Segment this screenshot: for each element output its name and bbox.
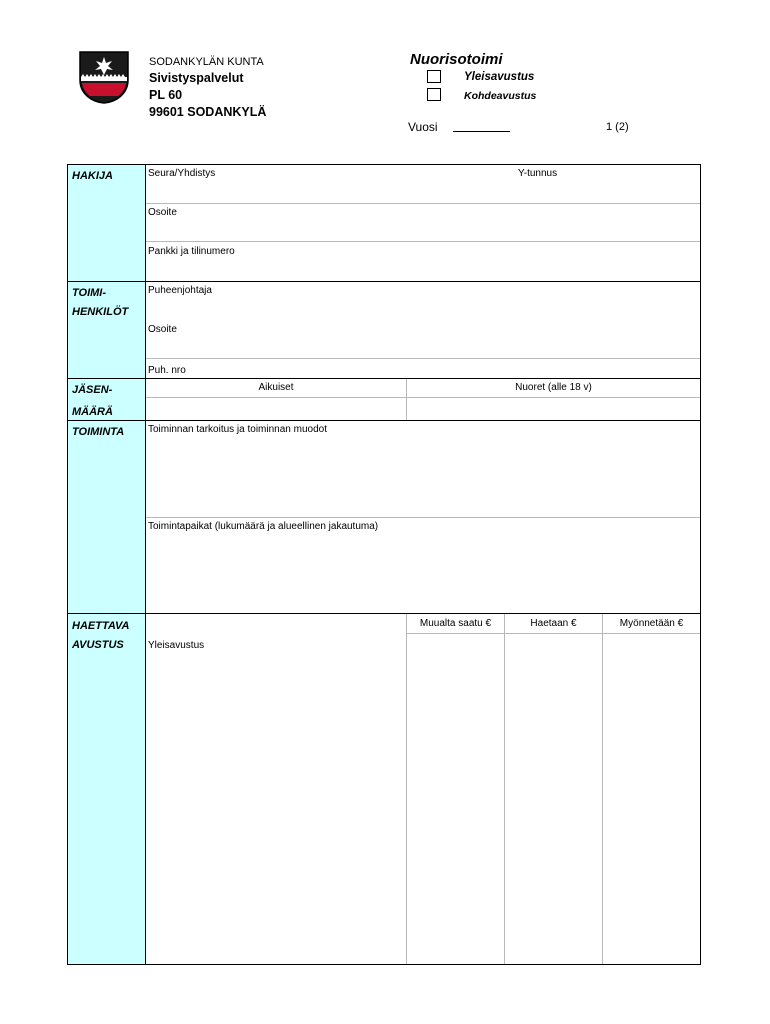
- checkbox-targeted-grant[interactable]: [427, 88, 441, 101]
- col-applied-amount: Haetaan €: [530, 618, 577, 629]
- year-field-line[interactable]: [453, 131, 510, 132]
- grant-col-divider: [504, 614, 505, 964]
- grant-col-divider: [602, 614, 603, 964]
- row-divider: [146, 358, 700, 359]
- col-adults: Aikuiset: [258, 382, 294, 393]
- row-divider: [146, 203, 700, 204]
- form-title: Nuorisotoimi: [410, 51, 503, 68]
- grant-header-divider: [406, 633, 700, 634]
- section-label-activity: TOIMINTA: [72, 426, 125, 438]
- field-official-address: Osoite: [148, 324, 177, 335]
- grant-col-divider: [406, 614, 407, 964]
- section-label-membership-1: JÄSEN-: [72, 384, 113, 396]
- field-applicant-address: Osoite: [148, 207, 177, 218]
- row-divider: [146, 517, 700, 518]
- col-youth: Nuoret (alle 18 v): [515, 382, 592, 393]
- section-divider: [68, 281, 700, 282]
- section-label-officials-1: TOIMI-: [72, 287, 107, 299]
- section-label-membership-2: MÄÄRÄ: [72, 406, 113, 418]
- membership-col-divider: [406, 379, 407, 420]
- section-label-applicant: HAKIJA: [72, 170, 113, 182]
- field-activity-locations: Toimintapaikat (lukumäärä ja alueellinen jakautuma): [148, 521, 379, 532]
- option-targeted-grant-label: Kohdeavustus: [464, 90, 537, 102]
- col-received-elsewhere: Muualta saatu €: [419, 618, 492, 629]
- po-box: PL 60: [149, 88, 183, 102]
- section-label-grant-1: HAETTAVA: [72, 620, 130, 632]
- section-label-grant-2: AVUSTUS: [72, 639, 124, 651]
- checkbox-general-grant[interactable]: [427, 70, 441, 83]
- row-divider: [146, 241, 700, 242]
- field-activity-purpose: Toiminnan tarkoitus ja toiminnan muodot: [148, 424, 327, 435]
- section-divider: [68, 378, 700, 379]
- label-column-divider: [145, 165, 146, 964]
- field-chairperson: Puheenjohtaja: [148, 285, 212, 296]
- field-bank-account: Pankki ja tilinumero: [148, 246, 235, 257]
- municipality-name: SODANKYLÄN KUNTA: [149, 56, 264, 68]
- col-granted-amount: Myönnetään €: [619, 618, 684, 629]
- section-divider: [68, 613, 700, 614]
- option-general-grant-label: Yleisavustus: [464, 71, 535, 83]
- page-number: 1 (2): [606, 121, 629, 133]
- department-name: Sivistyspalvelut: [149, 71, 244, 85]
- row-general-grant: Yleisavustus: [148, 640, 205, 651]
- postal-address: 99601 SODANKYLÄ: [149, 105, 267, 119]
- field-phone: Puh. nro: [148, 365, 186, 376]
- row-divider: [146, 397, 700, 398]
- municipal-coat-of-arms: [78, 50, 130, 104]
- field-business-id: Y-tunnus: [518, 168, 558, 179]
- field-association: Seura/Yhdistys: [148, 168, 216, 179]
- section-divider: [68, 420, 700, 421]
- section-label-officials-2: HENKILÖT: [72, 306, 129, 318]
- year-label: Vuosi: [408, 120, 438, 134]
